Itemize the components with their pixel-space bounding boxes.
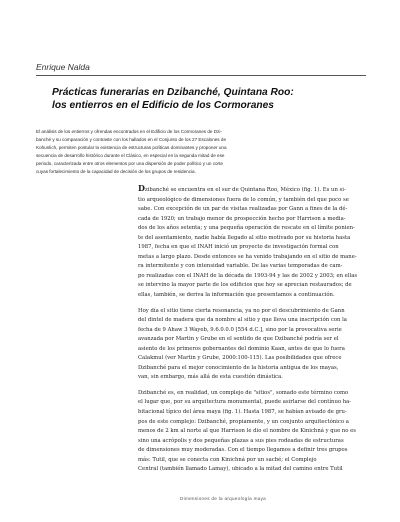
title-line: los entierros en el Edificio de los Cormoranes	[52, 100, 274, 111]
paragraph-line: 1987, fecha en que el INAH inició un proyecto de investigación formal con	[138, 244, 339, 251]
abstract-line: Kohunlich, permiten postular la existencia de estructuras políticas dominantes y proponer una	[36, 145, 227, 150]
paragraph-line: asiento de los primeros gobernantes del dominio Kaan, antes de que lo fuera	[138, 345, 345, 352]
paragraph-line: del dintel de madera que da nombre al sitio y que lleva una inscripción con la	[138, 317, 347, 324]
paragraph-line: van, sin embargo, más allá de esta cuestión dinástica.	[138, 374, 283, 381]
paragraph-line: de dimensiones muy moderadas. Con el tiempo llegamos a definir tres grupos	[138, 447, 348, 454]
paragraph-line: po realizadas con el INAH de la década de 1993-94 y las de 2002 y 2003; en ellas	[138, 272, 358, 279]
paragraph-line: sabe. Con excepción de un par de visitas realizadas por Gann a fines de la dé-	[138, 206, 348, 213]
abstract-line: El análisis de los entierros y ofrendas encontrados en el Edificio de los Cormoranes de Dzi-	[36, 129, 222, 134]
paragraph-line: tio arqueológico de dimensiones fuera de lo común, y también del que poco se	[138, 196, 349, 203]
article-title	[52, 86, 362, 112]
abstract-line: cuyas fortalecimiento de la capacidad de decisión de los grupos de residencia.	[36, 169, 196, 174]
paragraph-line: el lugar que, por su arquitectura monumental, puede asirlarse del contínuo ha-	[138, 399, 352, 406]
abstract	[36, 128, 368, 176]
paragraph-line: Dzibanché se encuentra en el sur de Quintana Roo, México (fig. 1). Es un si-	[138, 183, 346, 193]
paragraph-line: bitacional típico del área maya (fig. 1). Hasta 1987, se habían avisado de gru-	[138, 409, 347, 416]
drop-cap: D	[138, 183, 145, 193]
paragraph-line: sino una acrópolis y dos pequeñas plazas a sus pies rodeadas de estructuras	[138, 437, 344, 444]
paragraph-line: se intervino la mayor parte de los edificios que hoy se aprecian restaurados; de	[138, 282, 352, 289]
paragraph-line: Central (también llamado Lamay), ubicado a la mitad del camino entre Tutil	[138, 466, 343, 473]
paragraph-line: Dzibanché es, en realidad, un complejo de "sitios", somado este término como	[138, 389, 349, 396]
running-footer: Dimensiones de la arqueología maya	[180, 496, 267, 501]
paragraph-line: dos de los años setenta; y una pequeña operación de rescate en el límite ponien-	[138, 225, 355, 232]
paragraph-line: pos de este complejo: Dzibanché, propiamente, y un conjunto arquitectónico a	[138, 418, 349, 425]
abstract-line: banché y su comparación y contraste con los hallados en el Conjunto de los 27 Escalones de	[36, 137, 226, 142]
header-rule	[36, 75, 366, 76]
paragraph-line: avanzada por Martin y Grube en el sentido de que Dzibanché podría ser el	[138, 336, 339, 343]
abstract-line: secuencia de desarrollo histórico durante el Clásico, en especial en la segunda mitad de ese	[36, 153, 225, 158]
paragraph-line: menos de 2 km al norte al que Harrison le dio el nombre de Kinichná y que no es	[138, 428, 357, 435]
title-line: Prácticas funerarias en Dzibanché, Quintana Roo:	[52, 87, 294, 98]
paragraph-line: Calakmul (ver Martin y Grube, 2000:100-115). Las posibilidades que ofrece	[138, 355, 342, 362]
paragraph-line: ra intermitente y con intensidad variable. De las varias temporadas de cam-	[138, 263, 343, 270]
abstract-line: periodo, caracterizada entre otros elementos por una dispersión de poder político y un corte	[36, 161, 223, 166]
paragraph-line: más: Tutil, que se conecta con Kinichná por un sacbé; el Complejo	[138, 456, 317, 463]
paragraph-line: Dzibanché para el mejor conocimiento de la historia antigua de los mayas,	[138, 364, 339, 371]
paragraph-line: cada de 1920; un trabajo menor de prospección hecho por Harrison a media-	[138, 215, 346, 222]
paragraph-line: ellas, también, se deriva la información que presentamos a continuación.	[138, 292, 335, 299]
paragraph-line: metas a largo plazo. Desde entonces se ha venido trabajando en el sitio de mane-	[138, 253, 357, 260]
paragraph-line: te del asentamiento, nadie había llegado al sitio motivado por su historia hasta	[138, 234, 351, 241]
paragraph-line: fecha de 9 Ahaw 3 Wayeb, 9.6.0.0.0 [554 d.C.], sino por la provocativa serie	[138, 326, 342, 333]
body-text	[138, 184, 370, 475]
paragraph-line: Hoy día el sitio tiene cierta resonancia, ya no por el descubrimiento de Gann	[138, 307, 345, 314]
author-name: Enrique Nalda	[36, 62, 90, 72]
